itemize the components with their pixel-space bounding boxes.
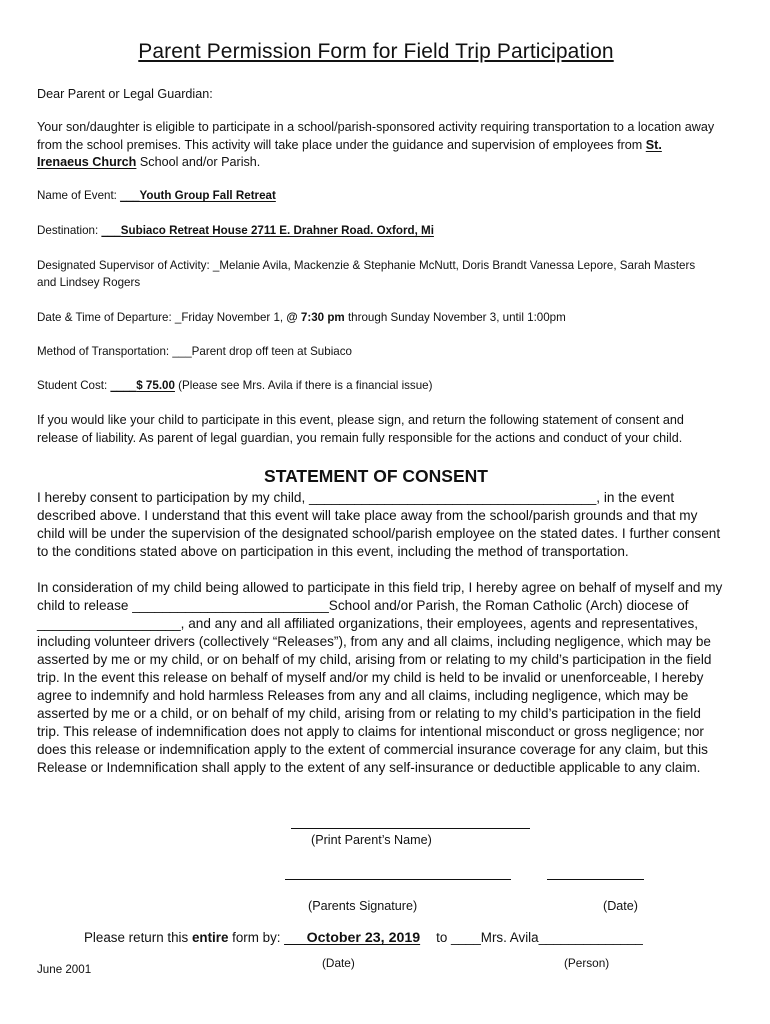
cost-row [37,377,433,394]
supervisor-value: _Melanie Avila, Mackenzie & Stephanie McNutt, Doris Brandt Vanessa Lepore, Sarah Masters and Lindsey Rogers [37,259,696,289]
destination-value: Subiaco Retreat House 2711 E. Drahner Road. Oxford, Mi [120,224,434,237]
intro-text-b: School and/or Parish. [136,155,261,170]
participate-paragraph: If you would like your child to participate in this event, please sign, and return the following statement of consent and release of liability. As parent of legal guardian, you remain fully responsible for the actions and conduct of your child. [37,413,684,445]
cost-label: Student Cost: [37,379,111,392]
church-name: St. Irenaeus Church [37,137,662,170]
signature-line[interactable] [285,879,511,880]
transport-row [37,343,352,360]
return-blank: ___ [284,930,307,945]
return-date-caption: (Date) [322,956,355,970]
departure-label: Date & Time of Departure: [37,311,175,324]
return-entire: entire [191,930,229,945]
footer-date: June 2001 [37,963,92,976]
return-date: October 23, 2019 [306,930,421,946]
form-title: Parent Permission Form for Field Trip Participation [138,40,614,63]
departure-time: @ 7:30 pm [286,311,345,324]
supervisor-row [37,257,717,291]
event-row [37,187,276,204]
signature-date-line[interactable] [547,879,644,880]
salutation: Dear Parent or Legal Guardian: [37,87,213,101]
print-name-label: (Print Parent’s Name) [311,833,432,847]
destination-label: Destination: [37,224,102,237]
departure-return: through Sunday November 3, until 1:00pm [344,311,566,324]
destination-row [37,222,434,239]
intro-paragraph [37,119,717,172]
consent-paragraph-2: In consideration of my child being allowed to participate in this field trip, I hereby agree on behalf of myself and my child to release __________________________School and/or Parish, the Roman Catholic (Arch) diocese of ___________________, and any and all affiliated organizations, their employees, agents and representatives, including volunteer drivers (collectively “Releases”), from any and all claims, including negligence, which may be asserted by me or my child, or on behalf of my child, arising from or relating to my child’s participation in the field trip. In the event this release on behalf of myself and/or my child is held to be invalid or unenforceable, I hereby agree to indemnify and hold harmless Releases from any and all claims, including negligence, which may be asserted by me or a child, or on behalf of my child, arising from or relating to my child’s participation in the field trip. This release of indemnification does not apply to claims for intentional misconduct or gross negligence; nor does this release or indemnification apply to the extent of commercial insurance coverage for any claim, but this Release or Indemnification shall apply to the extent of any self-insurance or deductible applicable to any claim. [37,580,723,775]
consent-paragraph-1: I hereby consent to participation by my child, ______________________________________, in the event described above. I understand that this event will take place away from the school/parish grounds and that my child will be under the supervision of the designated school/parish employee on the stated dates. I further consent to the conditions stated above on participation in this event, including the method of transportation. [37,490,721,559]
destination-blank: ___ [101,224,121,237]
event-label: Name of Event: [37,189,121,202]
consent-heading: STATEMENT OF CONSENT [264,466,488,486]
print-name-line[interactable] [291,828,530,829]
return-person: to ____Mrs. Avila______________ [436,930,643,945]
cost-blank: ____ [110,379,137,392]
return-person-caption: (Person) [564,956,610,970]
event-value: Youth Group Fall Retreat [139,189,276,202]
event-blank: ___ [120,189,140,202]
return-row [84,929,643,947]
return-text-b: form by: [228,930,285,945]
return-text-a: Please return this [84,930,192,945]
signature-label: (Parents Signature) [308,899,418,913]
departure-row [37,309,566,326]
intro-text-a: Your son/daughter is eligible to participate in a school/parish-sponsored activity requiring transportation to a location away from the school premises. This activity will take place under the guidance and supervision of employees from [37,120,715,152]
signature-date-label: (Date) [603,899,638,913]
supervisor-label: Designated Supervisor of Activity: [37,259,213,272]
departure-date: _Friday November 1, [174,311,287,324]
cost-note: (Please see Mrs. Avila if there is a financial issue) [174,379,433,392]
cost-value: $ 75.00 [136,379,175,392]
transport-label: Method of Transportation: [37,345,173,358]
transport-value: ___Parent drop off teen at Subiaco [172,345,352,358]
